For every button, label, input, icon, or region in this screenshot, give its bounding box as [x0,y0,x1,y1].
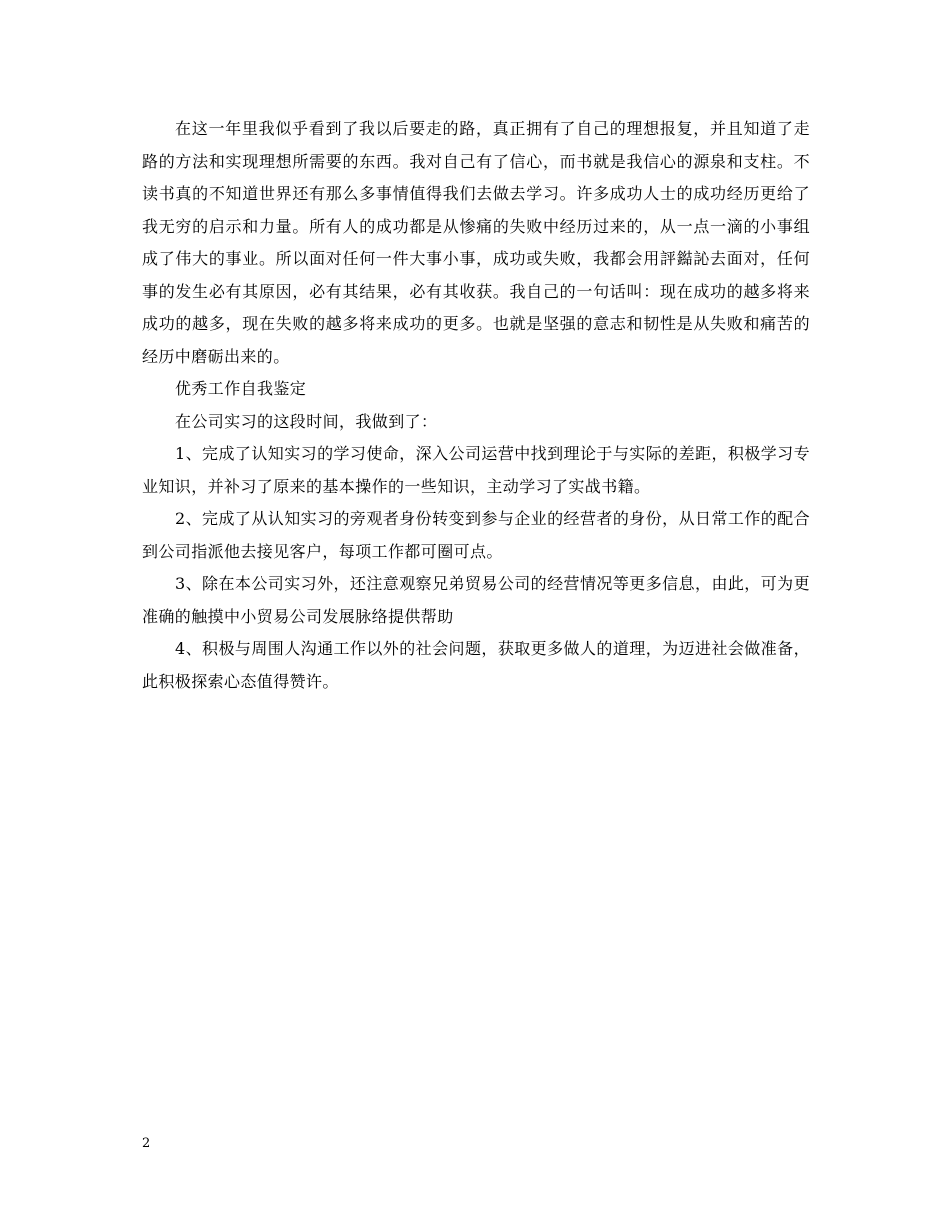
list-item-1: 1、完成了认知实习的学习使命，深入公司运营中找到理论于与实际的差距，积极学习专业知识，并补习了原来的基本操作的一些知识，主动学习了实战书籍。 [142,444,810,496]
list-item-2: 2、完成了从认知实习的旁观者身份转变到参与企业的经营者的身份，从日常工作的配合到公司指派他去接见客户，每项工作都可圈可点。 [142,509,810,561]
list-item-3: 3、除在本公司实习外，还注意观察兄弟贸易公司的经营情况等更多信息，由此，可为更准确的触摸中小贸易公司发展脉络提供帮助 [142,574,810,626]
document-body [142,113,810,698]
paragraph-intro: 在公司实习的这段时间，我做到了： [175,411,438,431]
section-heading: 优秀工作自我鉴定 [175,379,307,398]
page-number: 2 [142,1136,151,1151]
paragraph-reflection: 在这一年里我似乎看到了我以后要走的路，真正拥有了自己的理想报复，并且知道了走路的方法和实现理想所需要的东西。我对自己有了信心，而书就是我信心的源泉和支柱。不读书真的不知道世界还有那么多事情值得我们去做去学习。许多成功人士的成功经历更给了我无穷的启示和力量。所有人的成功都是从惨痛的失败中经历过来的，从一点一滴的小事组成了伟大的事业。所以面对任何一件大事小事，成功或失败，我都会用評鐑訫去面对，任何事的发生必有其原因，必有其结果，必有其收获。我自己的一句话叫：现在成功的越多将来成功的越多，现在失败的越多将来成功的更多。也就是坚强的意志和韧性是从失败和痛苦的经历中磨砺出来的。 [142,119,810,366]
list-item-4: 4、积极与周围人沟通工作以外的社会问题，获取更多做人的道理，为迈进社会做准备，此积极探索心态值得赞许。 [142,639,810,691]
